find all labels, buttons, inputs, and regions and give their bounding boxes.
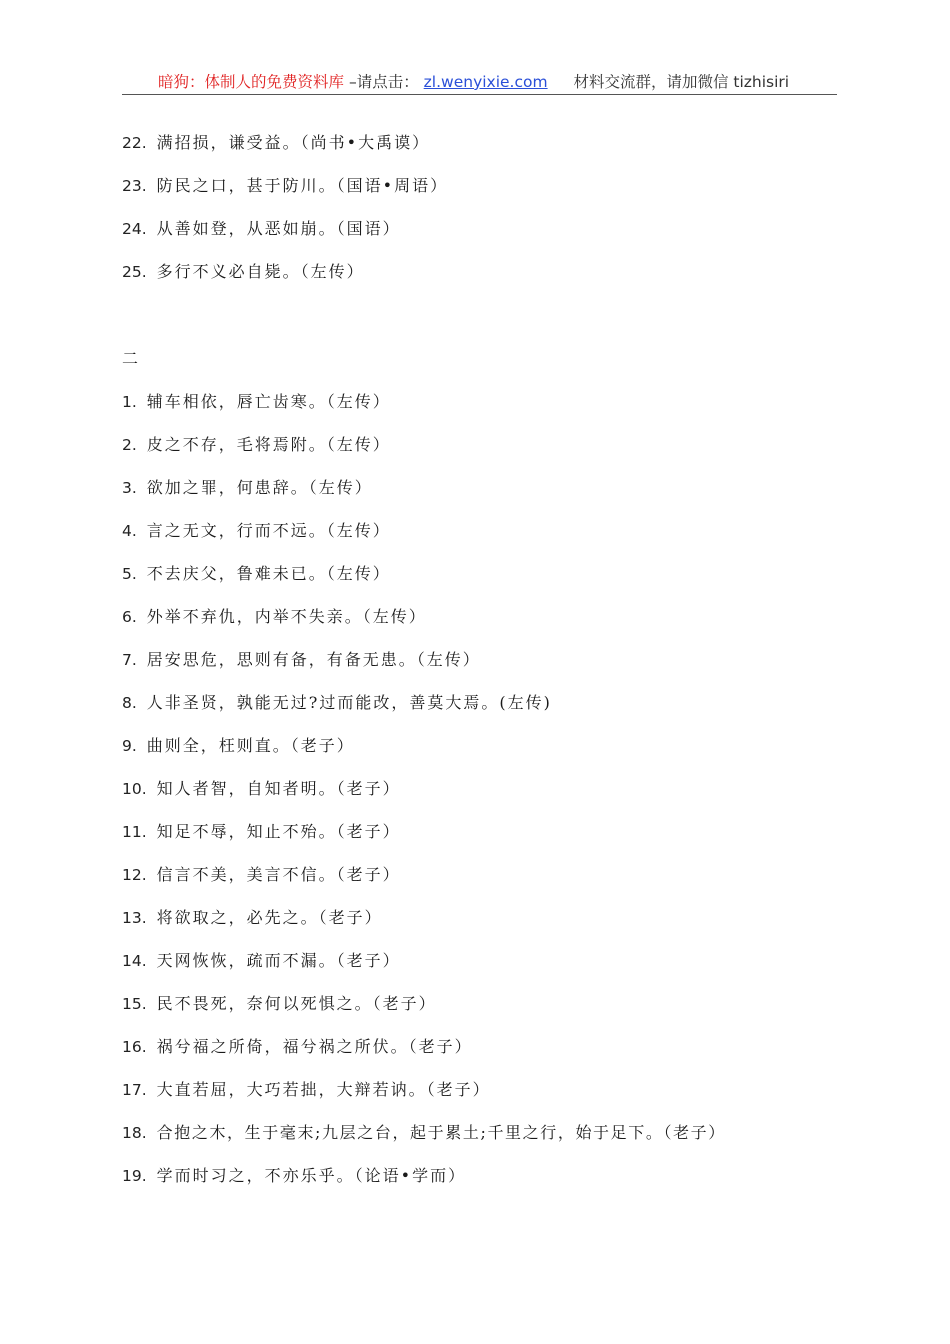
item-text: 人非圣贤，孰能无过?过而能改，善莫大焉。(左传)	[146, 693, 552, 712]
item-text: 欲加之罪，何患辞。（左传）	[146, 478, 373, 497]
item-text: 学而时习之，不亦乐乎。（论语•学而）	[156, 1166, 467, 1185]
list-item	[122, 435, 391, 455]
item-number: 8.	[122, 694, 137, 712]
item-text: 天网恢恢，疏而不漏。（老子）	[156, 951, 401, 970]
item-text: 将欲取之，必先之。（老子）	[156, 908, 383, 927]
item-number: 17.	[122, 1081, 147, 1099]
item-text: 满招损，谦受益。（尚书•大禹谟）	[156, 133, 431, 152]
item-number: 14.	[122, 952, 147, 970]
item-number: 12.	[122, 866, 147, 884]
item-text: 祸兮福之所倚，福兮祸之所伏。（老子）	[156, 1037, 473, 1056]
list-item	[122, 1166, 466, 1186]
list-item	[122, 607, 427, 627]
list-item	[122, 521, 391, 541]
list-item	[122, 1037, 473, 1057]
item-number: 18.	[122, 1124, 147, 1142]
list-item	[122, 133, 430, 153]
list-item	[122, 951, 401, 971]
item-number: 5.	[122, 565, 137, 583]
list-item	[122, 262, 365, 282]
item-number: 1.	[122, 393, 137, 411]
list-item	[122, 650, 481, 670]
item-number: 2.	[122, 436, 137, 454]
item-number: 9.	[122, 737, 137, 755]
item-number: 16.	[122, 1038, 147, 1056]
item-text: 辅车相依，唇亡齿寒。（左传）	[146, 392, 391, 411]
item-text: 防民之口，甚于防川。（国语•周语）	[156, 176, 449, 195]
item-text: 信言不美，美言不信。（老子）	[156, 865, 401, 884]
header-site-name: 暗狗：体制人的免费资料库	[158, 73, 345, 91]
list-item	[122, 865, 401, 885]
item-number: 11.	[122, 823, 147, 841]
item-number: 6.	[122, 608, 137, 626]
list-item	[122, 908, 383, 928]
list-item	[122, 822, 401, 842]
list-item	[122, 176, 448, 196]
item-text: 从善如登，从恶如崩。（国语）	[156, 219, 401, 238]
header-click-prompt: –请点击：	[348, 73, 419, 91]
list-item	[122, 693, 552, 713]
item-text: 大直若屈，大巧若拙，大辩若讷。（老子）	[156, 1080, 491, 1099]
item-text: 知人者智，自知者明。（老子）	[156, 779, 401, 798]
item-number: 22.	[122, 134, 147, 152]
list-item	[122, 1123, 726, 1143]
item-text: 知足不辱，知止不殆。（老子）	[156, 822, 401, 841]
header-link[interactable]: zl.wenyixie.com	[423, 73, 548, 91]
item-text: 曲则全，枉则直。（老子）	[146, 736, 355, 755]
item-text: 言之无文，行而不远。（左传）	[146, 521, 391, 540]
item-number: 25.	[122, 263, 147, 281]
item-text: 皮之不存，毛将焉附。（左传）	[146, 435, 391, 454]
list-item	[122, 736, 355, 756]
item-number: 7.	[122, 651, 137, 669]
header-text	[158, 70, 789, 92]
list-item	[122, 1080, 491, 1100]
section-heading: 二	[122, 349, 139, 368]
list-item	[122, 219, 401, 239]
item-number: 3.	[122, 479, 137, 497]
list-item	[122, 564, 391, 584]
page-header	[122, 66, 837, 95]
item-text: 不去庆父，鲁难未已。（左传）	[146, 564, 391, 583]
list-item	[122, 779, 401, 799]
item-text: 多行不义必自毙。（左传）	[156, 262, 365, 281]
item-text: 合抱之木，生于毫末;九层之台，起于累土;千里之行，始于足下。（老子）	[156, 1123, 726, 1142]
item-number: 24.	[122, 220, 147, 238]
item-number: 19.	[122, 1167, 147, 1185]
list-item	[122, 392, 391, 412]
item-text: 外举不弃仇，内举不失亲。（左传）	[146, 607, 427, 626]
item-text: 民不畏死，奈何以死惧之。（老子）	[156, 994, 437, 1013]
item-number: 13.	[122, 909, 147, 927]
list-item	[122, 478, 373, 498]
item-number: 15.	[122, 995, 147, 1013]
item-number: 4.	[122, 522, 137, 540]
item-text: 居安思危，思则有备，有备无患。（左传）	[146, 650, 481, 669]
header-group-info: 材料交流群，请加微信 tizhisiri	[573, 73, 790, 91]
item-number: 10.	[122, 780, 147, 798]
list-item	[122, 994, 437, 1014]
item-number: 23.	[122, 177, 147, 195]
